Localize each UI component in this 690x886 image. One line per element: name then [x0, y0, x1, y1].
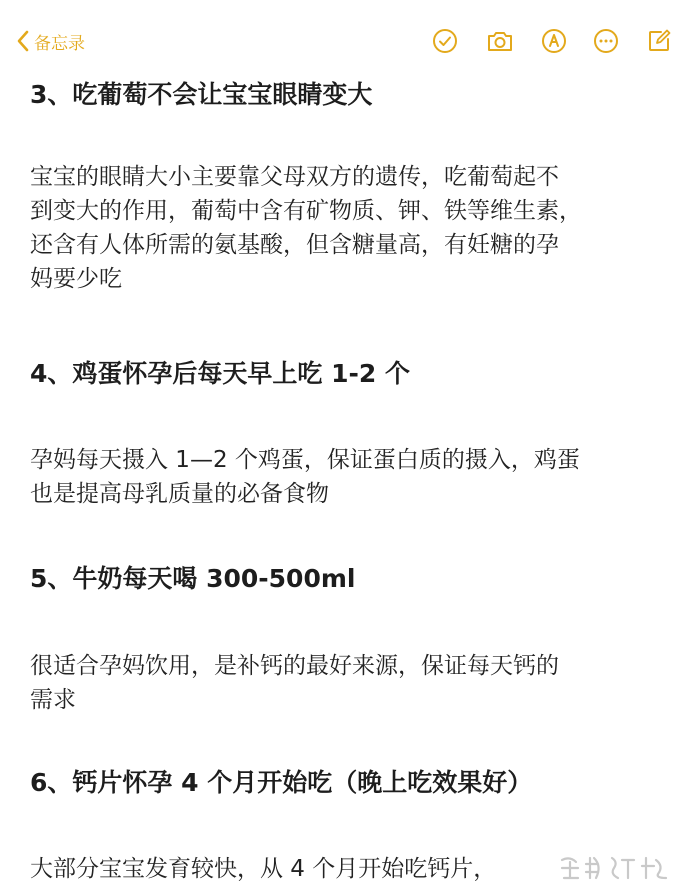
notes-toolbar	[0, 0, 690, 80]
markup-pen-icon	[541, 28, 567, 54]
body-line: 孕妈每天摄入 1—2 个鸡蛋，保证蛋白质的摄入，鸡蛋	[30, 447, 580, 473]
compose-icon	[646, 28, 672, 54]
section-5-heading: 5、牛奶每天喝 300-500ml	[30, 564, 356, 593]
markup-button[interactable]	[539, 26, 569, 56]
body-line: 很适合孕妈饮用，是补钙的最好来源，保证每天钙的	[30, 653, 559, 679]
camera-icon	[486, 29, 514, 53]
body-line: 也是提高母乳质量的必备食物	[30, 481, 329, 507]
watermark-logo	[556, 852, 676, 884]
camera-button[interactable]	[485, 26, 515, 56]
section-3-body	[30, 160, 582, 296]
section-4-heading: 4、鸡蛋怀孕后每天早上吃 1-2 个	[30, 359, 410, 388]
back-button[interactable]	[16, 26, 85, 56]
section-5-body	[30, 649, 559, 717]
section-3-heading: 3、吃葡萄不会让宝宝眼睛变大	[30, 80, 373, 109]
body-line: 大部分宝宝发育较快，从 4 个月开始吃钙片，	[30, 856, 497, 882]
back-label: 备忘录	[34, 33, 85, 54]
body-line: 宝宝的眼睛大小主要靠父母双方的遗传，吃葡萄起不	[30, 164, 559, 190]
chevron-left-icon	[16, 30, 30, 52]
body-line: 到变大的作用，葡萄中含有矿物质、钾、铁等维生素，	[30, 198, 582, 224]
checklist-icon	[432, 28, 458, 54]
section-6-heading: 6、钙片怀孕 4 个月开始吃（晚上吃效果好）	[30, 768, 533, 797]
section-6-body	[30, 852, 496, 886]
checklist-button[interactable]	[430, 26, 460, 56]
compose-button[interactable]	[644, 26, 674, 56]
more-icon	[593, 28, 619, 54]
body-line: 妈要少吃	[30, 266, 122, 292]
section-4-body	[30, 443, 580, 511]
body-line: 还含有人体所需的氨基酸，但含糖量高，有妊糖的孕	[30, 232, 559, 258]
body-line: 需求	[30, 687, 76, 713]
more-button[interactable]	[591, 26, 621, 56]
